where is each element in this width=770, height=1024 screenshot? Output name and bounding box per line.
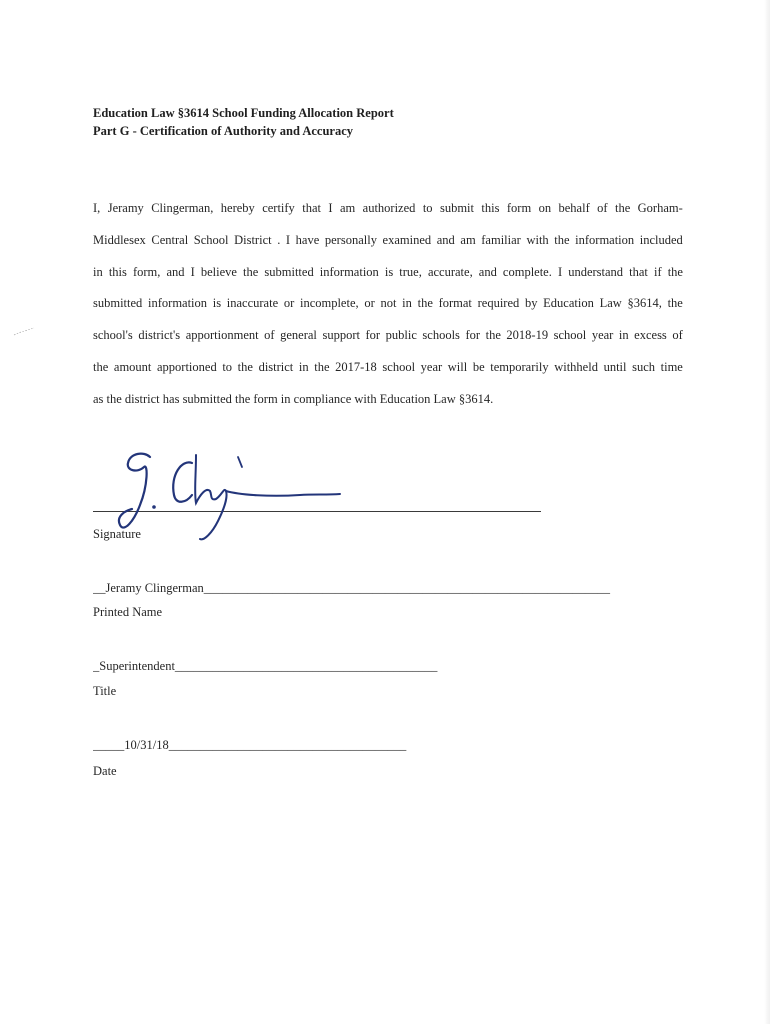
paragraph-line [93,193,683,225]
paragraph-word: 2017-18 [335,359,377,374]
paragraph-word: that [302,201,321,215]
paragraph-word: school [553,328,587,343]
paragraph-word: the [667,296,683,311]
printed-name-field: __Jeramy Clingerman_________________________________________________________________ [93,581,610,595]
date-field: _____10/31/18______________________________________ [93,738,407,752]
paragraph-line [93,225,683,257]
paragraph-word: Education [543,296,594,311]
paragraph-word: the [314,359,330,374]
paragraph-line [93,288,683,320]
paragraph-word: for [365,328,381,343]
paragraph-word: excess [634,328,667,343]
paragraph-word: inaccurate [226,296,279,311]
paragraph-word: have [295,232,320,247]
paragraph-word: temporarily [490,359,549,374]
paragraph-word: familiar [481,232,521,247]
paragraph-word: be [472,359,485,374]
paragraph-word: time [660,359,683,374]
paragraph-word: I [557,264,563,279]
paragraph-word: withheld [554,359,598,374]
paragraph-word: Central [151,232,189,247]
paragraph-word: with [526,232,549,247]
paragraph-word: personally [324,232,377,247]
paragraph-word: Gorham- [637,201,683,215]
paragraph-word: believe [200,264,237,279]
paragraph-word: in [93,264,103,279]
paragraph-word: true, [399,264,422,279]
paragraph-word: School [193,232,229,247]
paragraph-word: Middlesex [93,232,146,247]
paragraph-line [93,352,683,384]
paragraph-word: and [166,264,185,279]
paragraph-word: I [328,201,333,215]
date-caption: Date [93,764,117,778]
signature-caption: Signature [93,527,141,541]
paragraph-word: form [506,201,532,215]
paragraph-word: I [190,264,195,279]
paragraph-word: general [280,328,317,343]
paragraph-word: in [402,296,412,311]
paragraph-word: not [380,296,397,311]
paragraph-word: of [597,201,608,215]
paragraph-word: I, [93,201,101,215]
paragraph-word: the [614,201,631,215]
paragraph-word: the [554,232,570,247]
paragraph-word: of [672,328,683,343]
paragraph-word: Jeramy [107,201,144,215]
paragraph-word: submitted [264,264,314,279]
paragraph-word: until [603,359,627,374]
paragraph-word: year [591,328,614,343]
paragraph-word: complete. [502,264,552,279]
paragraph-word: incomplete, [299,296,359,311]
paragraph-word: by [524,296,538,311]
paragraph-word: for [465,328,481,343]
paragraph-word: of [264,328,275,343]
paragraph-word: that [629,264,648,279]
paragraph-word: understand [568,264,624,279]
printed-name-caption: Printed Name [93,605,163,619]
paragraph-word: will [447,359,468,374]
paragraph-word: and [436,232,455,247]
paragraph-word: this [108,264,127,279]
paragraph-word: or [283,296,295,311]
paragraph-word: is [212,296,222,311]
paragraph-word: 2018-19 [506,328,549,343]
paragraph-word: in [298,359,309,374]
paragraph-word: submitted [93,296,143,311]
paragraph-word: apportionment [185,328,259,343]
paragraph-word: I [285,232,291,247]
paragraph-word: school's [93,328,133,343]
paragraph-word: the [667,264,683,279]
paragraph-word: certify [262,201,295,215]
paragraph-word: information [319,264,379,279]
paragraph-word: submit [439,201,474,215]
heading-title: Education Law §3614 School Funding Allocation Report [93,106,394,120]
paragraph-word: district [258,359,294,374]
paragraph-word: year [420,359,443,374]
paragraph-word: am [460,232,476,247]
paragraph-word: behalf [558,201,590,215]
paragraph-word: . [277,232,281,247]
heading-subtitle: Part G - Certification of Authority and Accuracy [93,124,354,138]
paragraph-word: required [477,296,520,311]
paragraph-word: the [93,359,109,374]
paragraph-word: Law [599,296,622,311]
paragraph-word: schools [422,328,460,343]
certification-paragraph [93,193,683,416]
paragraph-last-line: as the district has submitted the form in compliance with Education Law §3614. [93,391,494,406]
paragraph-word: district's [138,328,181,343]
document-heading [93,104,394,140]
paragraph-word: Clingerman, [151,201,214,215]
paragraph-word: the [417,296,433,311]
paragraph-word: included [639,232,683,247]
paragraph-word: the [243,264,259,279]
paragraph-word: information [575,232,635,247]
paragraph-word: if [653,264,662,279]
paragraph-word: authorized [362,201,416,215]
paragraph-word: apportioned [157,359,217,374]
paragraph-line [93,257,683,289]
paragraph-word: this [481,201,500,215]
paragraph-word: or [364,296,375,311]
paragraph-word: amount [113,359,152,374]
paragraph-word: is [384,264,394,279]
paragraph-word: public [385,328,417,343]
paragraph-word: hereby [220,201,255,215]
paragraph-word: am [339,201,356,215]
paragraph-word: in [618,328,629,343]
paragraph-word: information [148,296,208,311]
paragraph-line [93,320,683,352]
paragraph-word: to [222,359,233,374]
paragraph-word: accurate, [427,264,473,279]
title-caption: Title [93,684,117,698]
paragraph-word: the [237,359,253,374]
paragraph-word: on [538,201,552,215]
title-field: _Superintendent__________________________________________ [93,659,438,673]
paragraph-word: form, [132,264,161,279]
paragraph-word: examined [382,232,432,247]
paragraph-word: and [478,264,497,279]
paragraph-word: to [422,201,433,215]
paragraph-word: the [485,328,501,343]
paragraph-word: format [438,296,472,311]
paragraph-word: §3614, [627,296,662,311]
paragraph-word: District [234,232,272,247]
paragraph-word: support [322,328,360,343]
paragraph-word: school [382,359,416,374]
stray-pen-mark [12,326,36,338]
paragraph-word: such [632,359,656,374]
page-edge-shadow [764,0,770,1024]
